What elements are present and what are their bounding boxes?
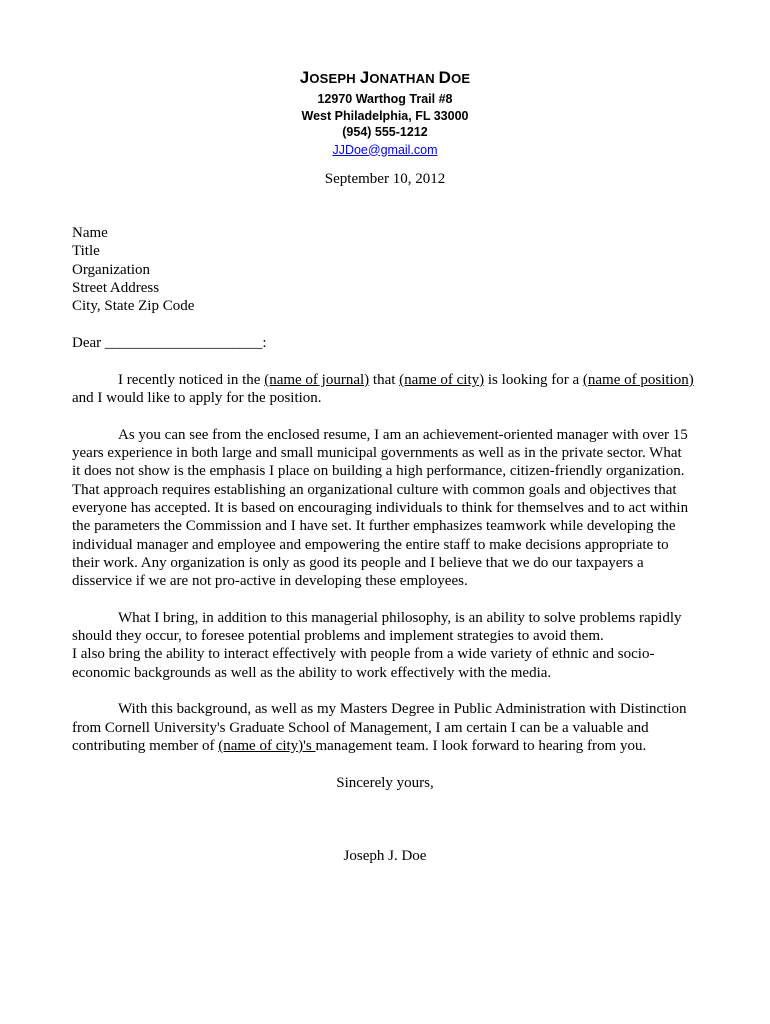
- sender-name-part: OSEPH: [309, 71, 360, 86]
- paragraph-line: With this background, as well as my Masters Degree in Public Administration with Distinction: [118, 701, 687, 718]
- paragraph-line: should they occur, to foresee potential problems and implement strategies to avoid them.: [72, 628, 604, 645]
- body-paragraph-1: [72, 371, 702, 408]
- paragraph-line: disservice if we are not pro-active in developing these employees.: [72, 573, 468, 590]
- body-paragraph-3: [72, 609, 702, 682]
- sender-name-part: OE: [451, 71, 471, 86]
- text-run: contributing member of: [72, 737, 219, 754]
- sender-name: [0, 66, 770, 91]
- paragraph-line: the parameters the Commission and I have set. It further emphasizes teamwork while developing the: [72, 518, 676, 535]
- text-run: I recently noticed in the: [118, 372, 265, 388]
- paragraph-line: [72, 737, 702, 755]
- text-run: that: [369, 372, 400, 388]
- body-paragraph-4: [72, 700, 702, 755]
- recipient-city-state-zip: City, State Zip Code: [72, 298, 195, 315]
- sender-name-part: D: [438, 68, 452, 87]
- paragraph-line: from Cornell University's Graduate School of Management, I am certain I can be a valuable and: [72, 719, 649, 736]
- sender-email-link[interactable]: JJDoe@gmail.com: [332, 142, 438, 157]
- paragraph-line: their work. Any organization is only as good its people and I believe that we do our taxpayers a: [72, 554, 644, 571]
- text-run: management team. I look forward to hearing from you.: [315, 737, 647, 754]
- sender-name-part: ONATHAN: [369, 71, 439, 86]
- salutation: Dear _____________________:: [72, 335, 267, 351]
- paragraph-line: I also bring the ability to interact effectively with people from a wide variety of ethnic and socio-: [72, 646, 655, 663]
- signature-name: Joseph J. Doe: [343, 848, 427, 864]
- text-run: is looking for a: [484, 372, 583, 388]
- sender-name-part: J: [359, 68, 370, 87]
- paragraph-line: economic backgrounds as well as the ability to work effectively with the media.: [72, 664, 552, 681]
- paragraph-line: That approach requires establishing an organizational culture with common goals and objectives that: [72, 481, 677, 498]
- paragraph-line: [72, 371, 702, 389]
- sender-phone: (954) 555-1212: [342, 125, 428, 139]
- body-paragraph-2: [72, 426, 702, 591]
- paragraph-line: and I would like to apply for the position.: [72, 390, 322, 407]
- letter-body: [72, 371, 702, 755]
- recipient-name: Name: [72, 225, 108, 241]
- recipient-address: [72, 224, 702, 315]
- recipient-organization: Organization: [72, 261, 151, 278]
- placeholder-city: (name of city): [399, 372, 485, 388]
- closing: Sincerely yours,: [336, 775, 434, 791]
- placeholder-journal: (name of journal): [264, 372, 370, 388]
- placeholder-position: (name of position): [582, 372, 694, 388]
- paragraph-line: years experience in both large and small municipal governments as well as in the private sector. What: [72, 445, 682, 462]
- sender-address-line1: 12970 Warthog Trail #8: [317, 92, 453, 106]
- sender-address-line2: West Philadelphia, FL 33000: [301, 108, 469, 123]
- paragraph-line: everyone has accepted. It is based on encouraging individuals to think for themselves and to act within: [72, 500, 689, 517]
- placeholder-city: (name of city)'s: [218, 737, 316, 754]
- recipient-title: Title: [72, 243, 100, 260]
- recipient-street: Street Address: [72, 279, 160, 296]
- paragraph-line: it does not show is the emphasis I place on building a high performance, citizen-friendly organization.: [72, 463, 685, 480]
- letter-date: September 10, 2012: [324, 171, 446, 187]
- paragraph-line: As you can see from the enclosed resume, I am an achievement-oriented manager with over 15: [118, 426, 688, 443]
- paragraph-line: individual manager and employee and empowering the entire staff to make decisions appropriate to: [72, 536, 669, 553]
- sender-name-part: J: [299, 68, 310, 87]
- letterhead: [0, 66, 770, 159]
- paragraph-line: What I bring, in addition to this managerial philosophy, is an ability to solve problems rapidly: [118, 609, 682, 626]
